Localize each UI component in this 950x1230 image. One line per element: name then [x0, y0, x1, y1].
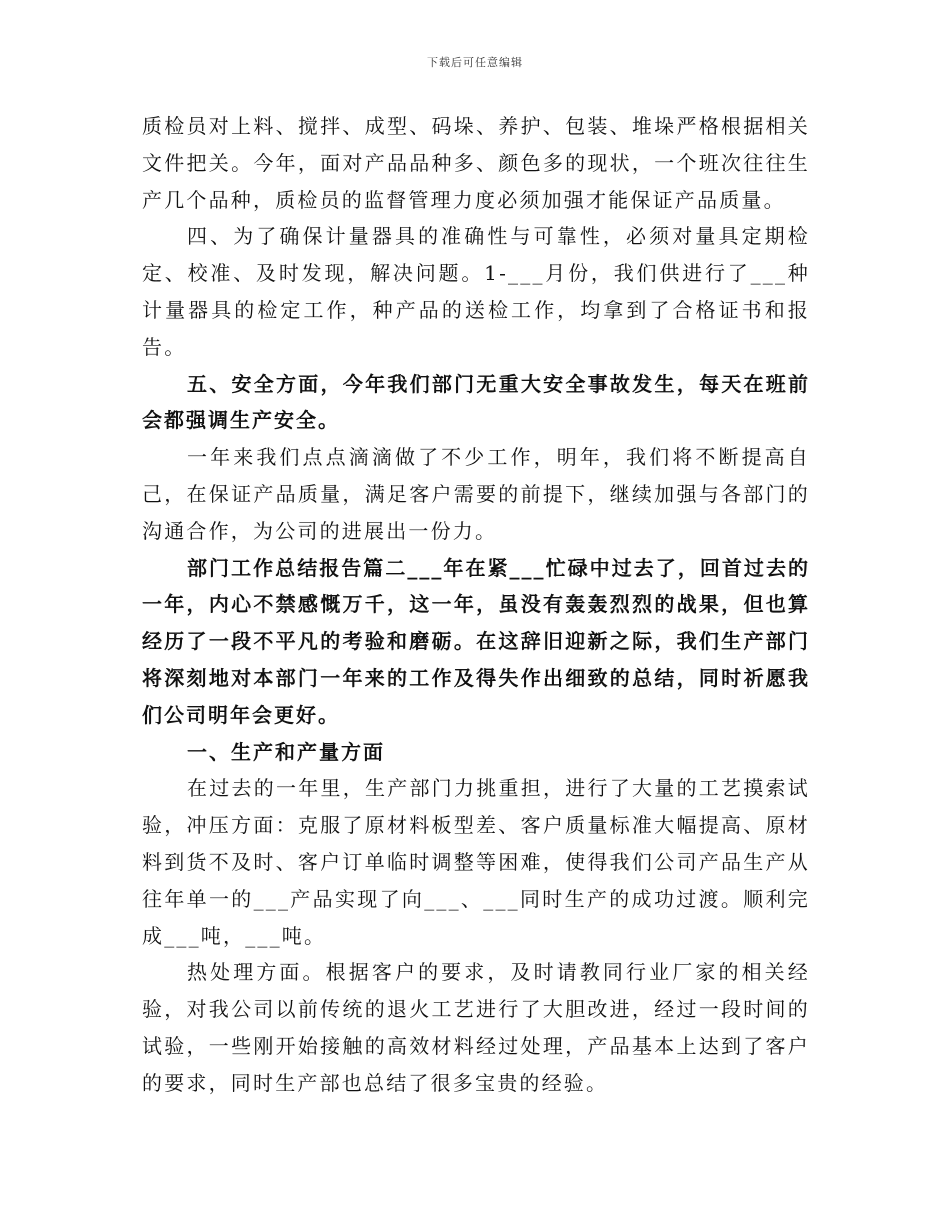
paragraph-quality-inspector: 质检员对上料、搅拌、成型、码垛、养护、包装、堆垛严格根据相关文件把关。今年，面对产品品种多、颜色多的现状，一个班次往往生产几个品种，质检员的监督管理力度必须加强才能保证产品质量。	[142, 114, 810, 212]
paragraph-heat-treatment: 热处理方面。根据客户的要求，及时请教同行业厂家的相关经验，对我公司以前传统的退火工艺进行了大胆改进，经过一段时间的试验，一些刚开始接触的高效材料经过处理，产品基本上达到了客户的要求，同时生产部也总结了很多宝贵的经验。	[142, 960, 810, 1095]
paragraph-year-summary: 一年来我们点点滴滴做了不少工作，明年，我们将不断提高自己，在保证产品质量，满足客户需要的前提下，继续加强与各部门的沟通合作，为公司的进展出一份力。	[142, 445, 810, 543]
document-body	[142, 108, 810, 1102]
page-header: 下载后可任意编辑	[427, 56, 523, 69]
paragraph-measuring-instruments: 四、为了确保计量器具的准确性与可靠性，必须对量具定期检定、校准、及时发现，解决问题。1-___月份，我们供进行了___种计量器具的检定工作，种产品的送检工作，均拿到了合格证书和报告。	[142, 224, 810, 359]
paragraph-report-two-intro: 部门工作总结报告篇二___年在紧___忙碌中过去了，回首过去的一年，内心不禁感慨万千，这一年，虽没有轰轰烈烈的战果，但也算经历了一段不平凡的考验和磨砺。在这辞旧迎新之际，我们生产部门将深刻地对本部门一年来的工作及得失作出细致的总结，同时祈愿我们公司明年会更好。	[142, 555, 810, 727]
paragraph-stamping: 在过去的一年里，生产部门力挑重担，进行了大量的工艺摸索试验，冲压方面：克服了原材料板型差、客户质量标准大幅提高、原材料到货不及时、客户订单临时调整等困难，使得我们公司产品生产从往年单一的___产品实现了向___、___同时生产的成功过渡。顺利完成___吨，___吨。	[142, 776, 810, 948]
paragraph-safety: 五、安全方面，今年我们部门无重大安全事故发生，每天在班前会都强调生产安全。	[142, 371, 810, 433]
section-heading-production: 一、生产和产量方面	[187, 739, 385, 764]
